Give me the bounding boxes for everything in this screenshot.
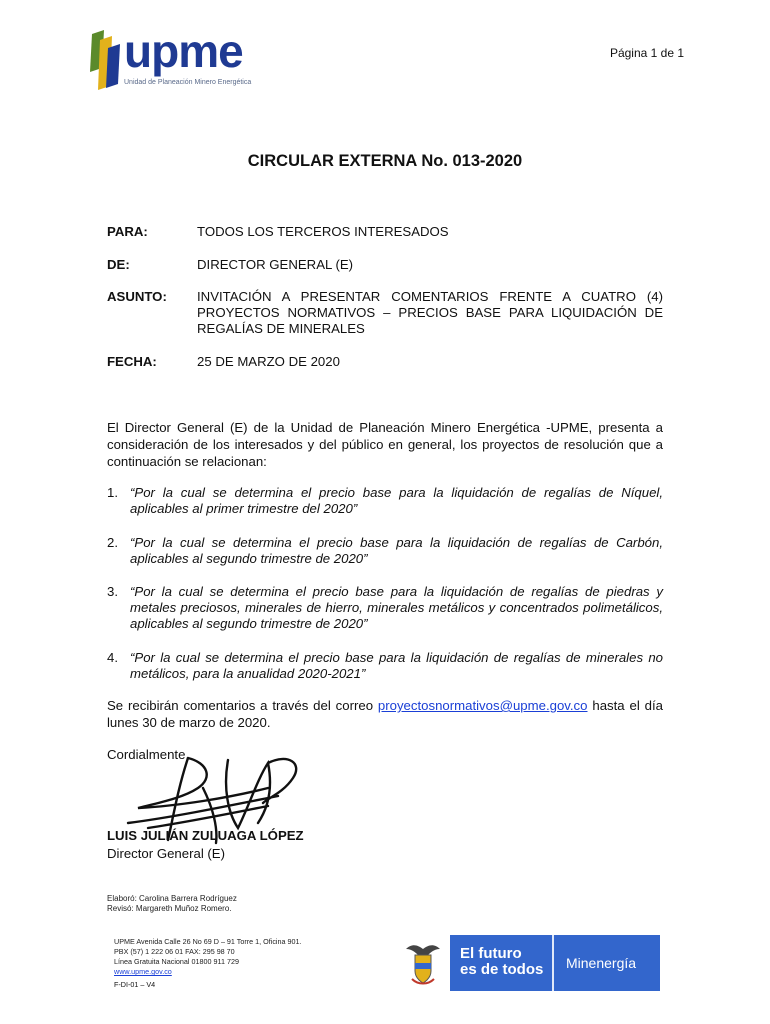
banner-motto (460, 946, 543, 978)
coat-of-arms-icon (396, 935, 450, 991)
footer-address: UPME Avenida Calle 26 No 69 D – 91 Torre 1, Oficina 901. (114, 937, 302, 946)
list-item (107, 485, 663, 517)
footer-website-link[interactable]: www.upme.gov.co (114, 967, 172, 976)
motto-line-2: es de todos (460, 961, 544, 978)
comments-text-before: Se recibirán comentarios a través del correo (107, 698, 378, 713)
field-value: INVITACIÓN A PRESENTAR COMENTARIOS FRENTE A CUATRO (4) PROYECTOS NORMATIVOS – PRECIOS BASE PARA LIQUIDACIÓN DE REGALÍAS DE MINERALES (197, 289, 663, 336)
logo-wordmark: upme (124, 25, 243, 77)
intro-paragraph: El Director General (E) de la Unidad de Planeación Minero Energética -UPME, presenta a consideración de los interesados y del público en general, los proyectos de resolución que a continuación se relacionan: (107, 420, 663, 469)
list-text: “Por la cual se determina el precio base para la liquidación de regalías de piedras y metales preciosos, minerales de hierro, minerales metálicos y concentrados polimetálicos, aplicables al segundo trimestre de 2020” (130, 584, 663, 631)
field-de (107, 257, 663, 273)
document-title: CIRCULAR EXTERNA No. 013-2020 (247, 152, 523, 170)
signatory-name: LUIS JULIÁN ZULUAGA LÓPEZ (107, 828, 304, 843)
field-value: TODOS LOS TERCEROS INTERESADOS (197, 224, 449, 239)
field-fecha (107, 354, 663, 370)
comments-text-after: hasta el día lunes 30 de marzo de 2020. (107, 698, 663, 730)
footer-hotline: Línea Gratuita Nacional 01800 911 729 (114, 957, 239, 966)
motto-line-1: El futuro (460, 945, 522, 962)
upme-leaf-icon (86, 28, 126, 92)
list-number: 1. (107, 485, 118, 500)
field-label: FECHA: (107, 354, 157, 369)
field-asunto (107, 289, 663, 337)
field-value: DIRECTOR GENERAL (E) (197, 257, 354, 272)
list-text: “Por la cual se determina el precio base para la liquidación de regalías de Níquel, aplicables al primer trimestre del 2020” (130, 485, 663, 516)
credit-elaboro: Elaboró: Carolina Barrera Rodríguez (107, 894, 237, 903)
field-label: PARA: (107, 224, 148, 239)
form-code: F-DI-01 – V4 (114, 980, 156, 989)
list-number: 2. (107, 535, 118, 550)
list-text: “Por la cual se determina el precio base para la liquidación de regalías de minerales no metálicos, para la anualidad 2020-2021” (130, 650, 663, 681)
list-item (107, 584, 663, 632)
list-number: 4. (107, 650, 118, 665)
field-para (107, 224, 663, 240)
email-link[interactable]: proyectosnormativos@upme.gov.co (377, 698, 588, 713)
ministry-name: Minenergía (566, 955, 637, 971)
logo-subtitle: Unidad de Planeación Minero Energética (124, 79, 252, 86)
page-number: Página 1 de 1 (609, 46, 684, 60)
banner-divider (552, 935, 554, 991)
footer-contact (114, 937, 302, 977)
closing: Cordialmente, (107, 747, 190, 762)
government-banner (396, 935, 660, 991)
list-item (107, 535, 663, 567)
comments-paragraph (107, 697, 663, 731)
field-value: 25 DE MARZO DE 2020 (197, 354, 340, 369)
field-label: DE: (107, 257, 130, 272)
field-label: ASUNTO: (107, 289, 167, 304)
footer-phone: PBX (57) 1 222 06 01 FAX: 295 98 70 (114, 947, 235, 956)
list-text: “Por la cual se determina el precio base para la liquidación de regalías de Carbón, aplicables al segundo trimestre de 2020” (130, 535, 663, 566)
signatory-role: Director General (E) (107, 846, 225, 861)
list-number: 3. (107, 584, 118, 599)
list-item (107, 650, 663, 682)
credit-reviso: Revisó: Margareth Muñoz Romero. (107, 904, 232, 913)
upme-logo (86, 25, 276, 92)
